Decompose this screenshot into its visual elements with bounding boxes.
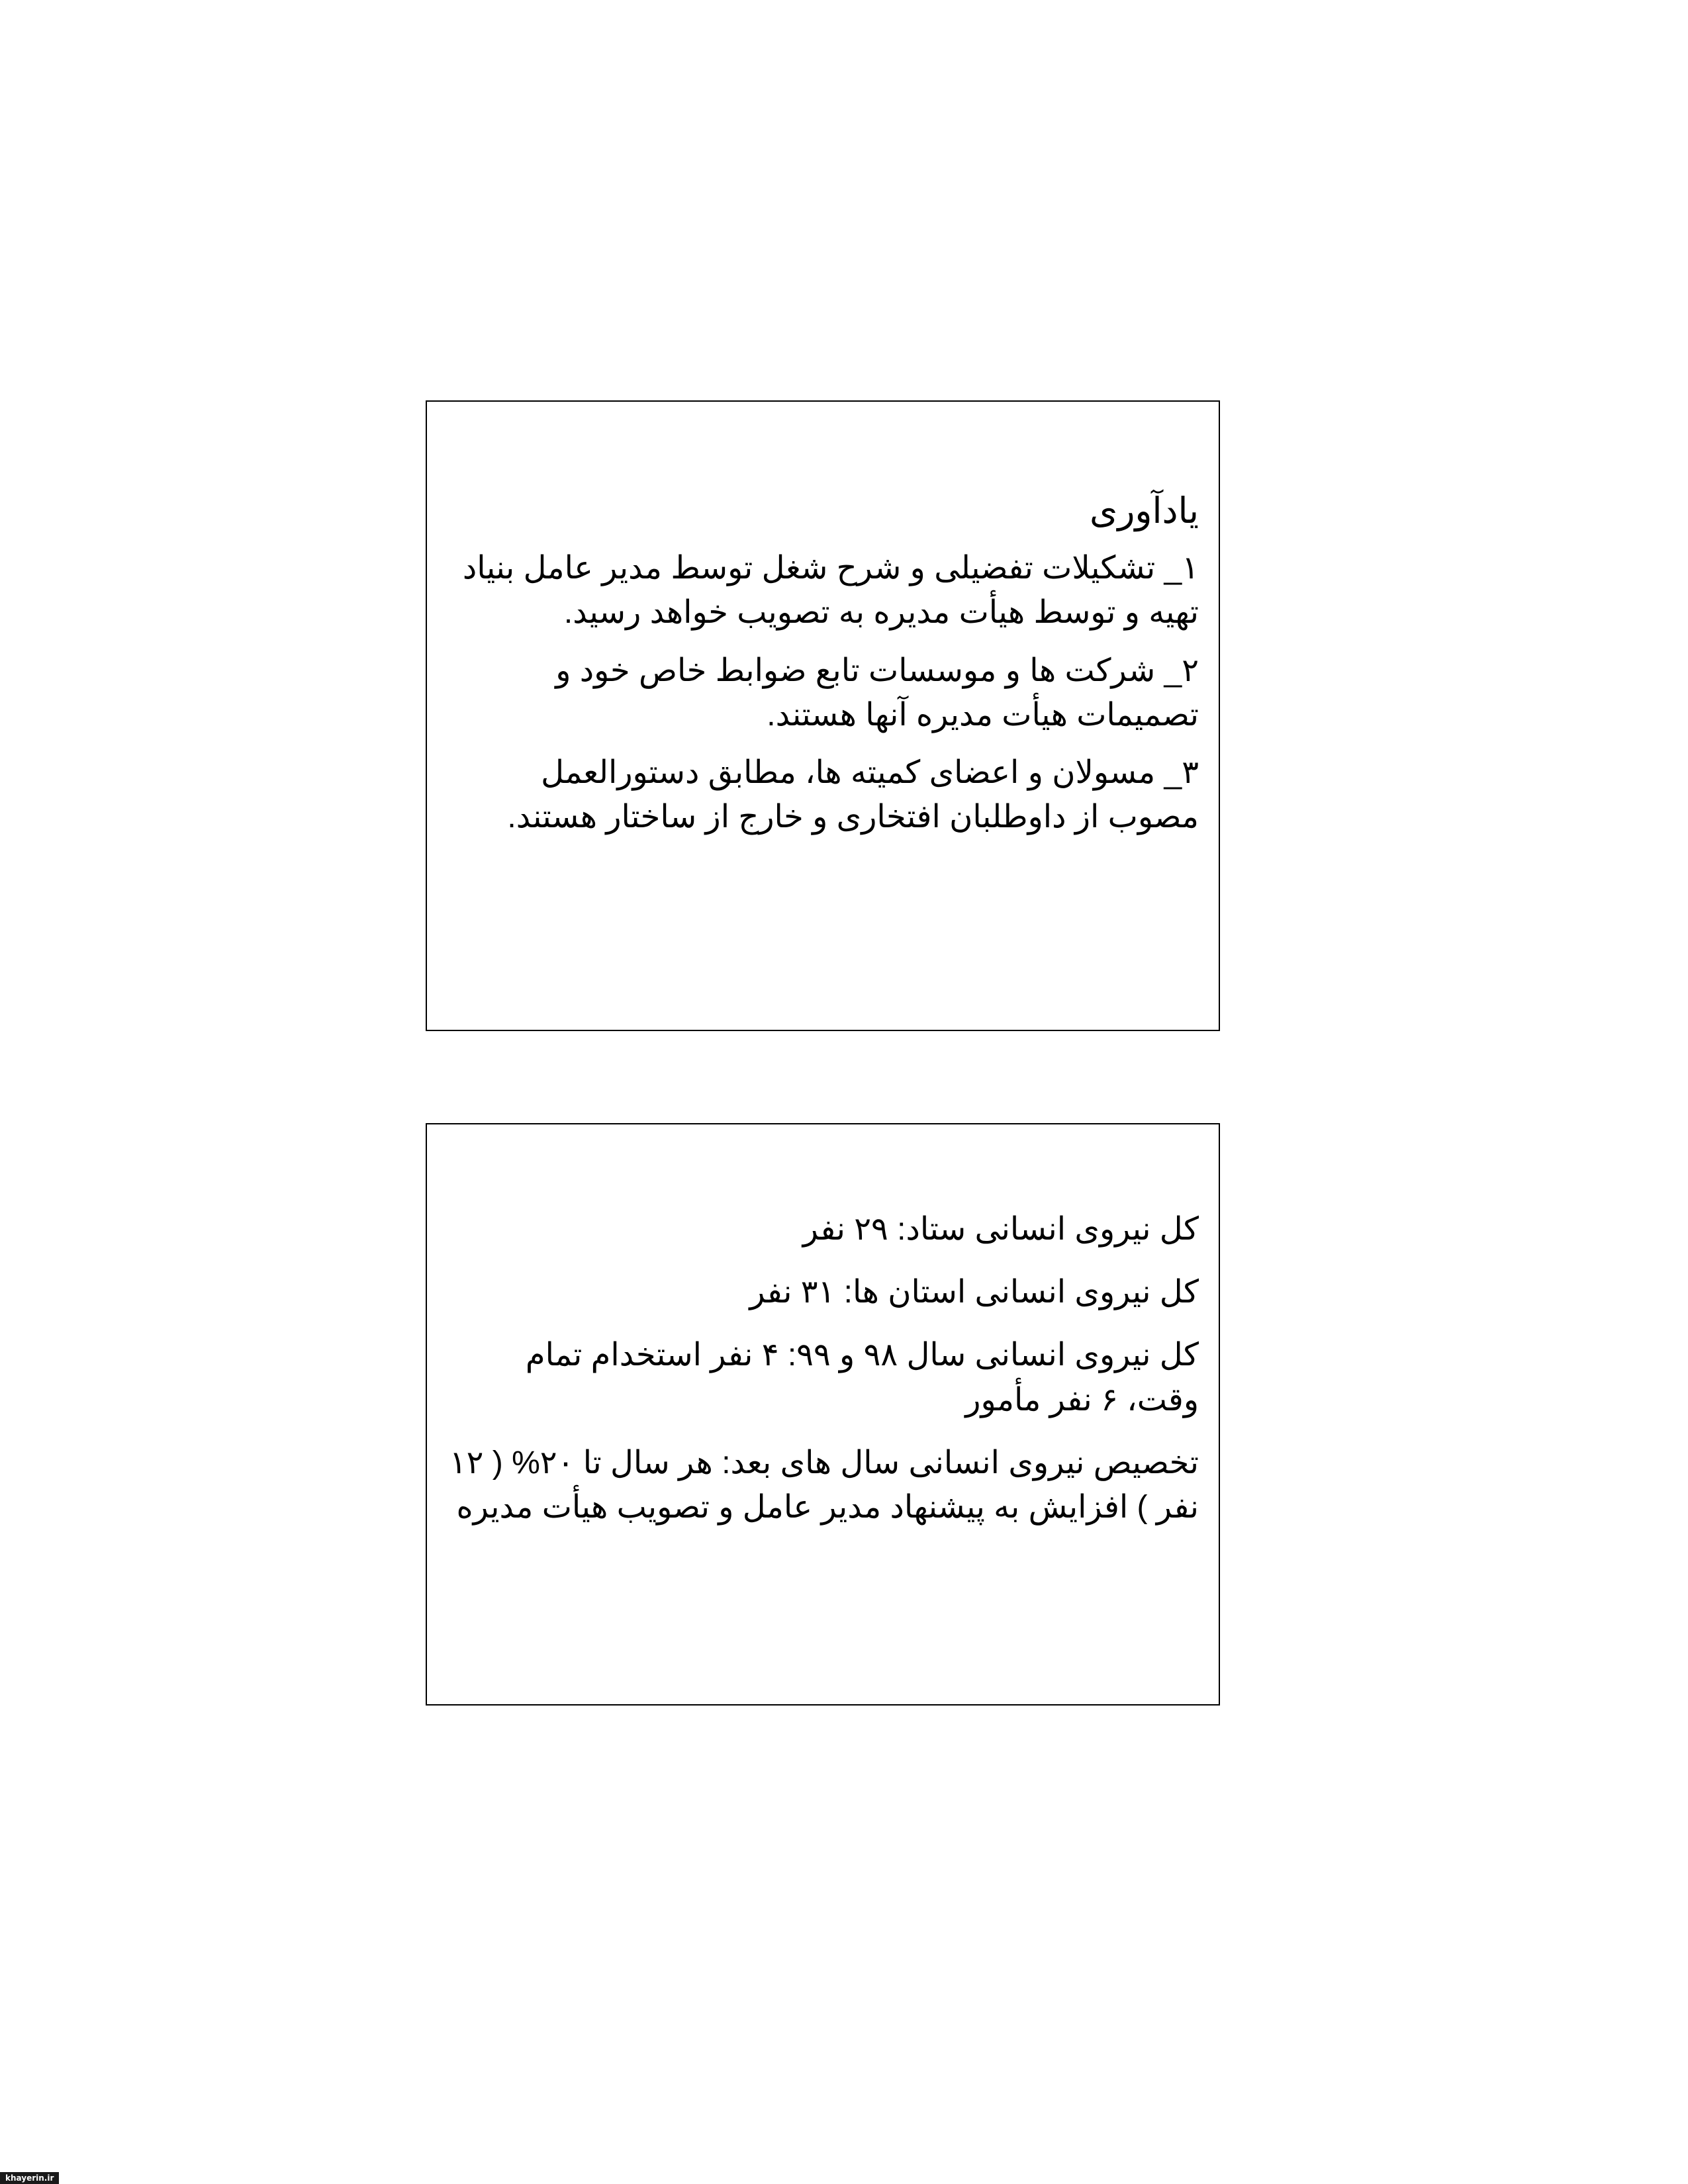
site-watermark: khayerin.ir xyxy=(0,2172,59,2184)
slide-reminders xyxy=(426,400,1220,1031)
slide-content xyxy=(447,488,1199,852)
reminder-item-3: ۳_ مسولان و اعضای کمیته ها، مطابق دستورالعمل مصوب از داوطلبان افتخاری و خارج از ساختار هستند. xyxy=(507,754,1199,835)
reminder-item-2: ۲_ شرکت ها و موسسات تابع ضوابط خاص خود و تصمیمات هیأت مدیره آنها هستند. xyxy=(555,653,1199,733)
slide-content xyxy=(447,1207,1199,1548)
workforce-item-2: کل نیروی انسانی استان ها: ۳۱ نفر xyxy=(749,1275,1199,1310)
reminder-item-1: ۱_ تشکیلات تفضیلی و شرح شغل توسط مدیر عامل بنیاد تهیه و توسط هیأت مدیره به تصویب خواهد رسید. xyxy=(462,551,1199,631)
workforce-item-4: تخصیص نیروی انسانی سال های بعد: هر سال تا ۲۰% ( ۱۲ نفر ) افزایش به پیشنهاد مدیر عامل و تصویب هیأت مدیره xyxy=(449,1445,1199,1525)
slide-workforce xyxy=(426,1123,1220,1706)
workforce-item-3: کل نیروی انسانی سال ۹۸ و ۹۹: ۴ نفر استخدام تمام وقت، ۶ نفر مأمور xyxy=(525,1338,1199,1418)
workforce-item-1: کل نیروی انسانی ستاد: ۲۹ نفر xyxy=(802,1212,1199,1247)
slide-title: یادآوری xyxy=(1090,491,1199,531)
